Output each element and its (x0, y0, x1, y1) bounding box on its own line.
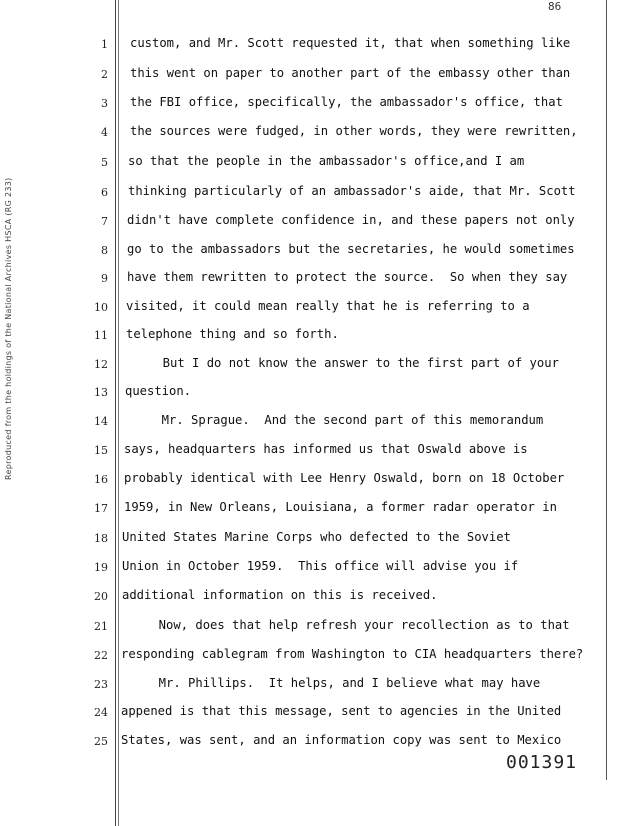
line-number: 1 (101, 38, 108, 51)
page-number: 86 (548, 0, 562, 13)
transcript-line (0, 618, 638, 638)
line-text: United States Marine Corps who defected to the Soviet (122, 530, 511, 544)
transcript-line (0, 704, 638, 724)
line-number: 8 (101, 244, 108, 257)
line-number: 6 (101, 186, 108, 199)
line-number: 13 (94, 386, 108, 399)
transcript-line (0, 530, 638, 550)
line-number: 4 (101, 126, 108, 139)
line-number: 5 (101, 156, 108, 169)
line-number: 20 (94, 590, 108, 603)
line-text: thinking particularly of an ambassador's aide, that Mr. Scott (128, 184, 576, 198)
line-text: this went on paper to another part of the embassy other than (130, 66, 571, 80)
transcript-line (0, 588, 638, 608)
line-text: Now, does that help refresh your recollection as to that (122, 618, 570, 632)
line-number: 25 (94, 735, 108, 748)
line-text: didn't have complete confidence in, and these papers not only (127, 213, 575, 227)
transcript-line (0, 270, 638, 290)
transcript-line (0, 327, 638, 347)
archive-side-note: Reproduced from the holdings of the National Archives HSCA (RG 233) (4, 177, 13, 480)
line-text: Mr. Phillips. It helps, and I believe what may have (122, 676, 541, 690)
line-number: 17 (94, 502, 108, 515)
transcript-line (0, 733, 638, 753)
line-text: question. (125, 384, 192, 398)
line-text: 1959, in New Orleans, Louisiana, a former radar operator in (124, 500, 557, 514)
transcript-line (0, 442, 638, 462)
line-text: probably identical with Lee Henry Oswald, born on 18 October (124, 471, 565, 485)
line-number: 2 (101, 68, 108, 81)
line-text: the sources were fudged, in other words, they were rewritten, (130, 124, 578, 138)
transcript-line (0, 299, 638, 319)
line-number: 11 (94, 329, 108, 342)
line-number: 19 (94, 561, 108, 574)
line-number: 23 (94, 678, 108, 691)
transcript-line (0, 36, 638, 56)
line-number: 22 (94, 649, 108, 662)
line-text: Union in October 1959. This office will advise you if (122, 559, 519, 573)
transcript-line (0, 184, 638, 204)
transcript-line (0, 154, 638, 174)
transcript-line (0, 676, 638, 696)
line-text: says, headquarters has informed us that Oswald above is (124, 442, 528, 456)
line-number: 10 (94, 301, 108, 314)
line-text: appened is that this message, sent to agencies in the United (121, 704, 562, 718)
transcript-line (0, 66, 638, 86)
transcript-line (0, 500, 638, 520)
line-text: have them rewritten to protect the source. So when they say (127, 270, 568, 284)
line-text: telephone thing and so forth. (126, 327, 339, 341)
line-text: States, was sent, and an information copy was sent to Mexico (121, 733, 562, 747)
transcript-line (0, 242, 638, 262)
line-number: 12 (94, 358, 108, 371)
transcript-line (0, 124, 638, 144)
line-text: But I do not know the answer to the first part of your (126, 356, 559, 370)
transcript-line (0, 213, 638, 233)
transcript-line (0, 95, 638, 115)
line-text: responding cablegram from Washington to CIA headquarters there? (121, 647, 584, 661)
line-number: 18 (94, 532, 108, 545)
line-text: custom, and Mr. Scott requested it, that when something like (130, 36, 571, 50)
line-text: so that the people in the ambassador's office,and I am (128, 154, 525, 168)
line-text: go to the ambassadors but the secretaries, he would sometimes (127, 242, 575, 256)
transcript-line (0, 384, 638, 404)
line-number: 3 (101, 97, 108, 110)
line-text: additional information on this is received. (122, 588, 438, 602)
transcript-line (0, 471, 638, 491)
line-text: the FBI office, specifically, the ambassador's office, that (130, 95, 563, 109)
line-number: 7 (101, 215, 108, 228)
line-number: 15 (94, 444, 108, 457)
document-number-stamp: 001391 (506, 752, 578, 773)
line-text: Mr. Sprague. And the second part of this memorandum (125, 413, 544, 427)
transcript-line (0, 356, 638, 376)
transcript-line (0, 647, 638, 667)
line-number: 9 (101, 272, 108, 285)
line-number: 16 (94, 473, 108, 486)
transcript-line (0, 559, 638, 579)
line-text: visited, it could mean really that he is referring to a (126, 299, 530, 313)
line-number: 21 (94, 620, 108, 633)
line-number: 14 (94, 415, 108, 428)
transcript-line (0, 413, 638, 433)
line-number: 24 (94, 706, 108, 719)
